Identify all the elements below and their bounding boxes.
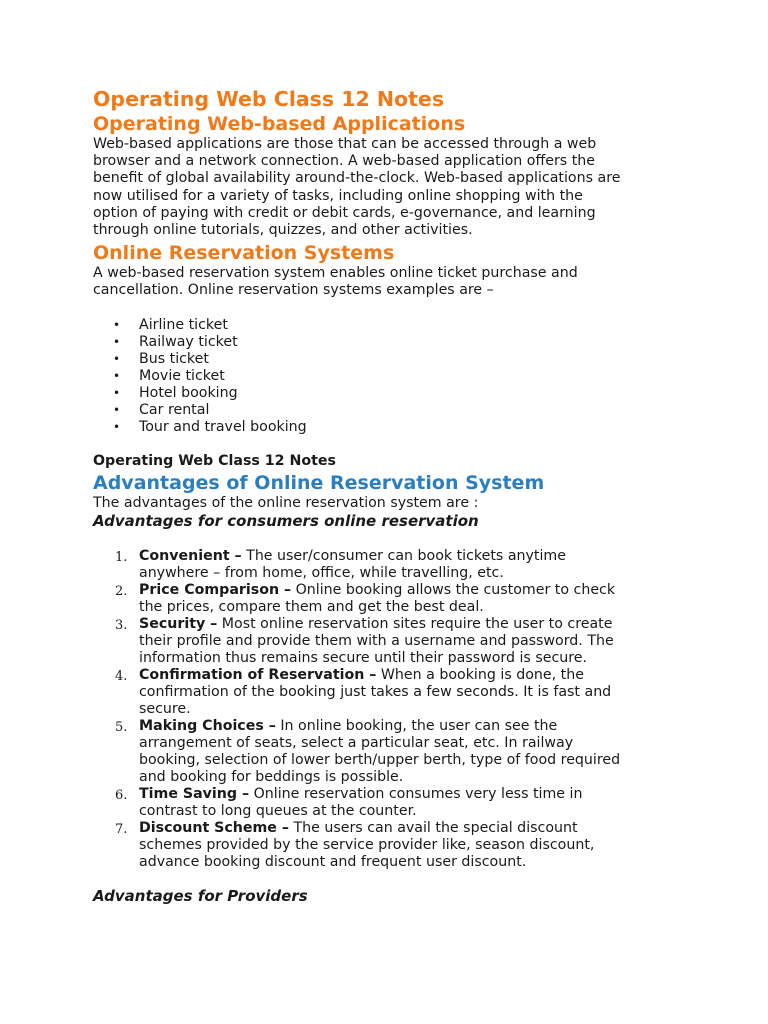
list-number: 3. <box>115 617 128 633</box>
list-number: 7. <box>115 821 128 837</box>
item-term: Price Comparison – <box>139 581 292 598</box>
list-number: 6. <box>115 787 128 803</box>
list-item: • Bus ticket <box>113 350 209 367</box>
list-item: 1. Convenient – The user/consumer can book tickets anytime anywhere – from home, office, while travelling, etc. <box>115 547 566 581</box>
list-number: 1. <box>115 549 128 565</box>
bullet-icon: • <box>113 419 121 434</box>
section-heading-online-reservation-systems: Online Reservation Systems <box>93 242 395 265</box>
item-term: Time Saving – <box>139 785 250 802</box>
bullet-icon: • <box>113 317 121 332</box>
bullet-icon: • <box>113 351 121 366</box>
page-title: Operating Web Class 12 Notes <box>93 87 445 111</box>
list-item: 5. Making Choices – In online booking, the user can see the arrangement of seats, select a particular seat, etc. In railway booking, selection of lower berth/upper berth, type of food required and booking for beddings is possible. <box>115 717 621 785</box>
text-line: browser and a network connection. A web-based application offers the <box>93 153 595 170</box>
section-heading-web-based-applications: Operating Web-based Applications <box>93 113 466 135</box>
list-item: • Hotel booking <box>113 384 238 401</box>
list-item: • Railway ticket <box>113 333 238 350</box>
reservation-examples-list <box>93 317 693 436</box>
document-content <box>93 86 693 906</box>
text-line: benefit of global availability around-the-clock. Web-based applications are <box>93 170 621 187</box>
item-term: Discount Scheme – <box>139 819 289 836</box>
list-item: 6. Time Saving – Online reservation consumes very less time in contrast to long queues at the counter. <box>115 785 583 819</box>
section-heading-advantages: Advantages of Online Reservation System <box>93 471 545 494</box>
list-item: 7. Discount Scheme – The users can avail the special discount schemes provided by the service provider like, season discount, advance booking discount and frequent user discount. <box>115 819 595 870</box>
text-line: option of paying with credit or debit cards, e-governance, and learning <box>93 204 596 221</box>
item-term: Convenient – <box>139 547 242 564</box>
list-item: • Movie ticket <box>113 367 225 384</box>
paragraph-online-reservation-systems <box>93 265 693 299</box>
list-number: 2. <box>115 583 128 599</box>
item-term: Making Choices – <box>139 717 276 734</box>
consumers-advantages-heading: Advantages for consumers online reservation <box>93 511 479 530</box>
consumer-advantages-list <box>93 548 693 871</box>
list-item: • Car rental <box>113 401 210 418</box>
list-item: 3. Security – Most online reservation sites require the user to create their profile and provide them with a username and password. The information thus remains secure until their password is secure. <box>115 615 614 666</box>
bullet-icon: • <box>113 368 121 383</box>
advantages-intro: The advantages of the online reservation system are : <box>93 494 479 511</box>
bullet-icon: • <box>113 402 121 417</box>
list-item: 2. Price Comparison – Online booking allows the customer to check the prices, compare them and get the best deal. <box>115 581 616 615</box>
text-line: A web-based reservation system enables online ticket purchase and <box>93 265 578 282</box>
text-line: Web-based applications are those that can be accessed through a web <box>93 136 597 152</box>
bullet-icon: • <box>113 385 121 400</box>
text-line: cancellation. Online reservation systems examples are – <box>93 282 494 299</box>
text-line: now utilised for a variety of tasks, including online shopping with the <box>93 187 583 204</box>
list-item: • Airline ticket <box>113 316 228 333</box>
list-item: 4. Confirmation of Reservation – When a booking is done, the confirmation of the booking just takes a few seconds. It is fast and secure. <box>115 666 612 717</box>
sub-title: Operating Web Class 12 Notes <box>93 452 336 469</box>
item-term: Security – <box>139 615 218 632</box>
list-item: • Tour and travel booking <box>113 418 307 435</box>
list-number: 4. <box>115 668 128 684</box>
list-number: 5. <box>115 719 128 735</box>
paragraph-web-based-applications <box>93 136 693 239</box>
providers-advantages-heading: Advantages for Providers <box>93 886 308 905</box>
item-term: Confirmation of Reservation – <box>139 666 377 683</box>
text-line: through online tutorials, quizzes, and other activities. <box>93 222 473 239</box>
bullet-icon: • <box>113 334 121 349</box>
